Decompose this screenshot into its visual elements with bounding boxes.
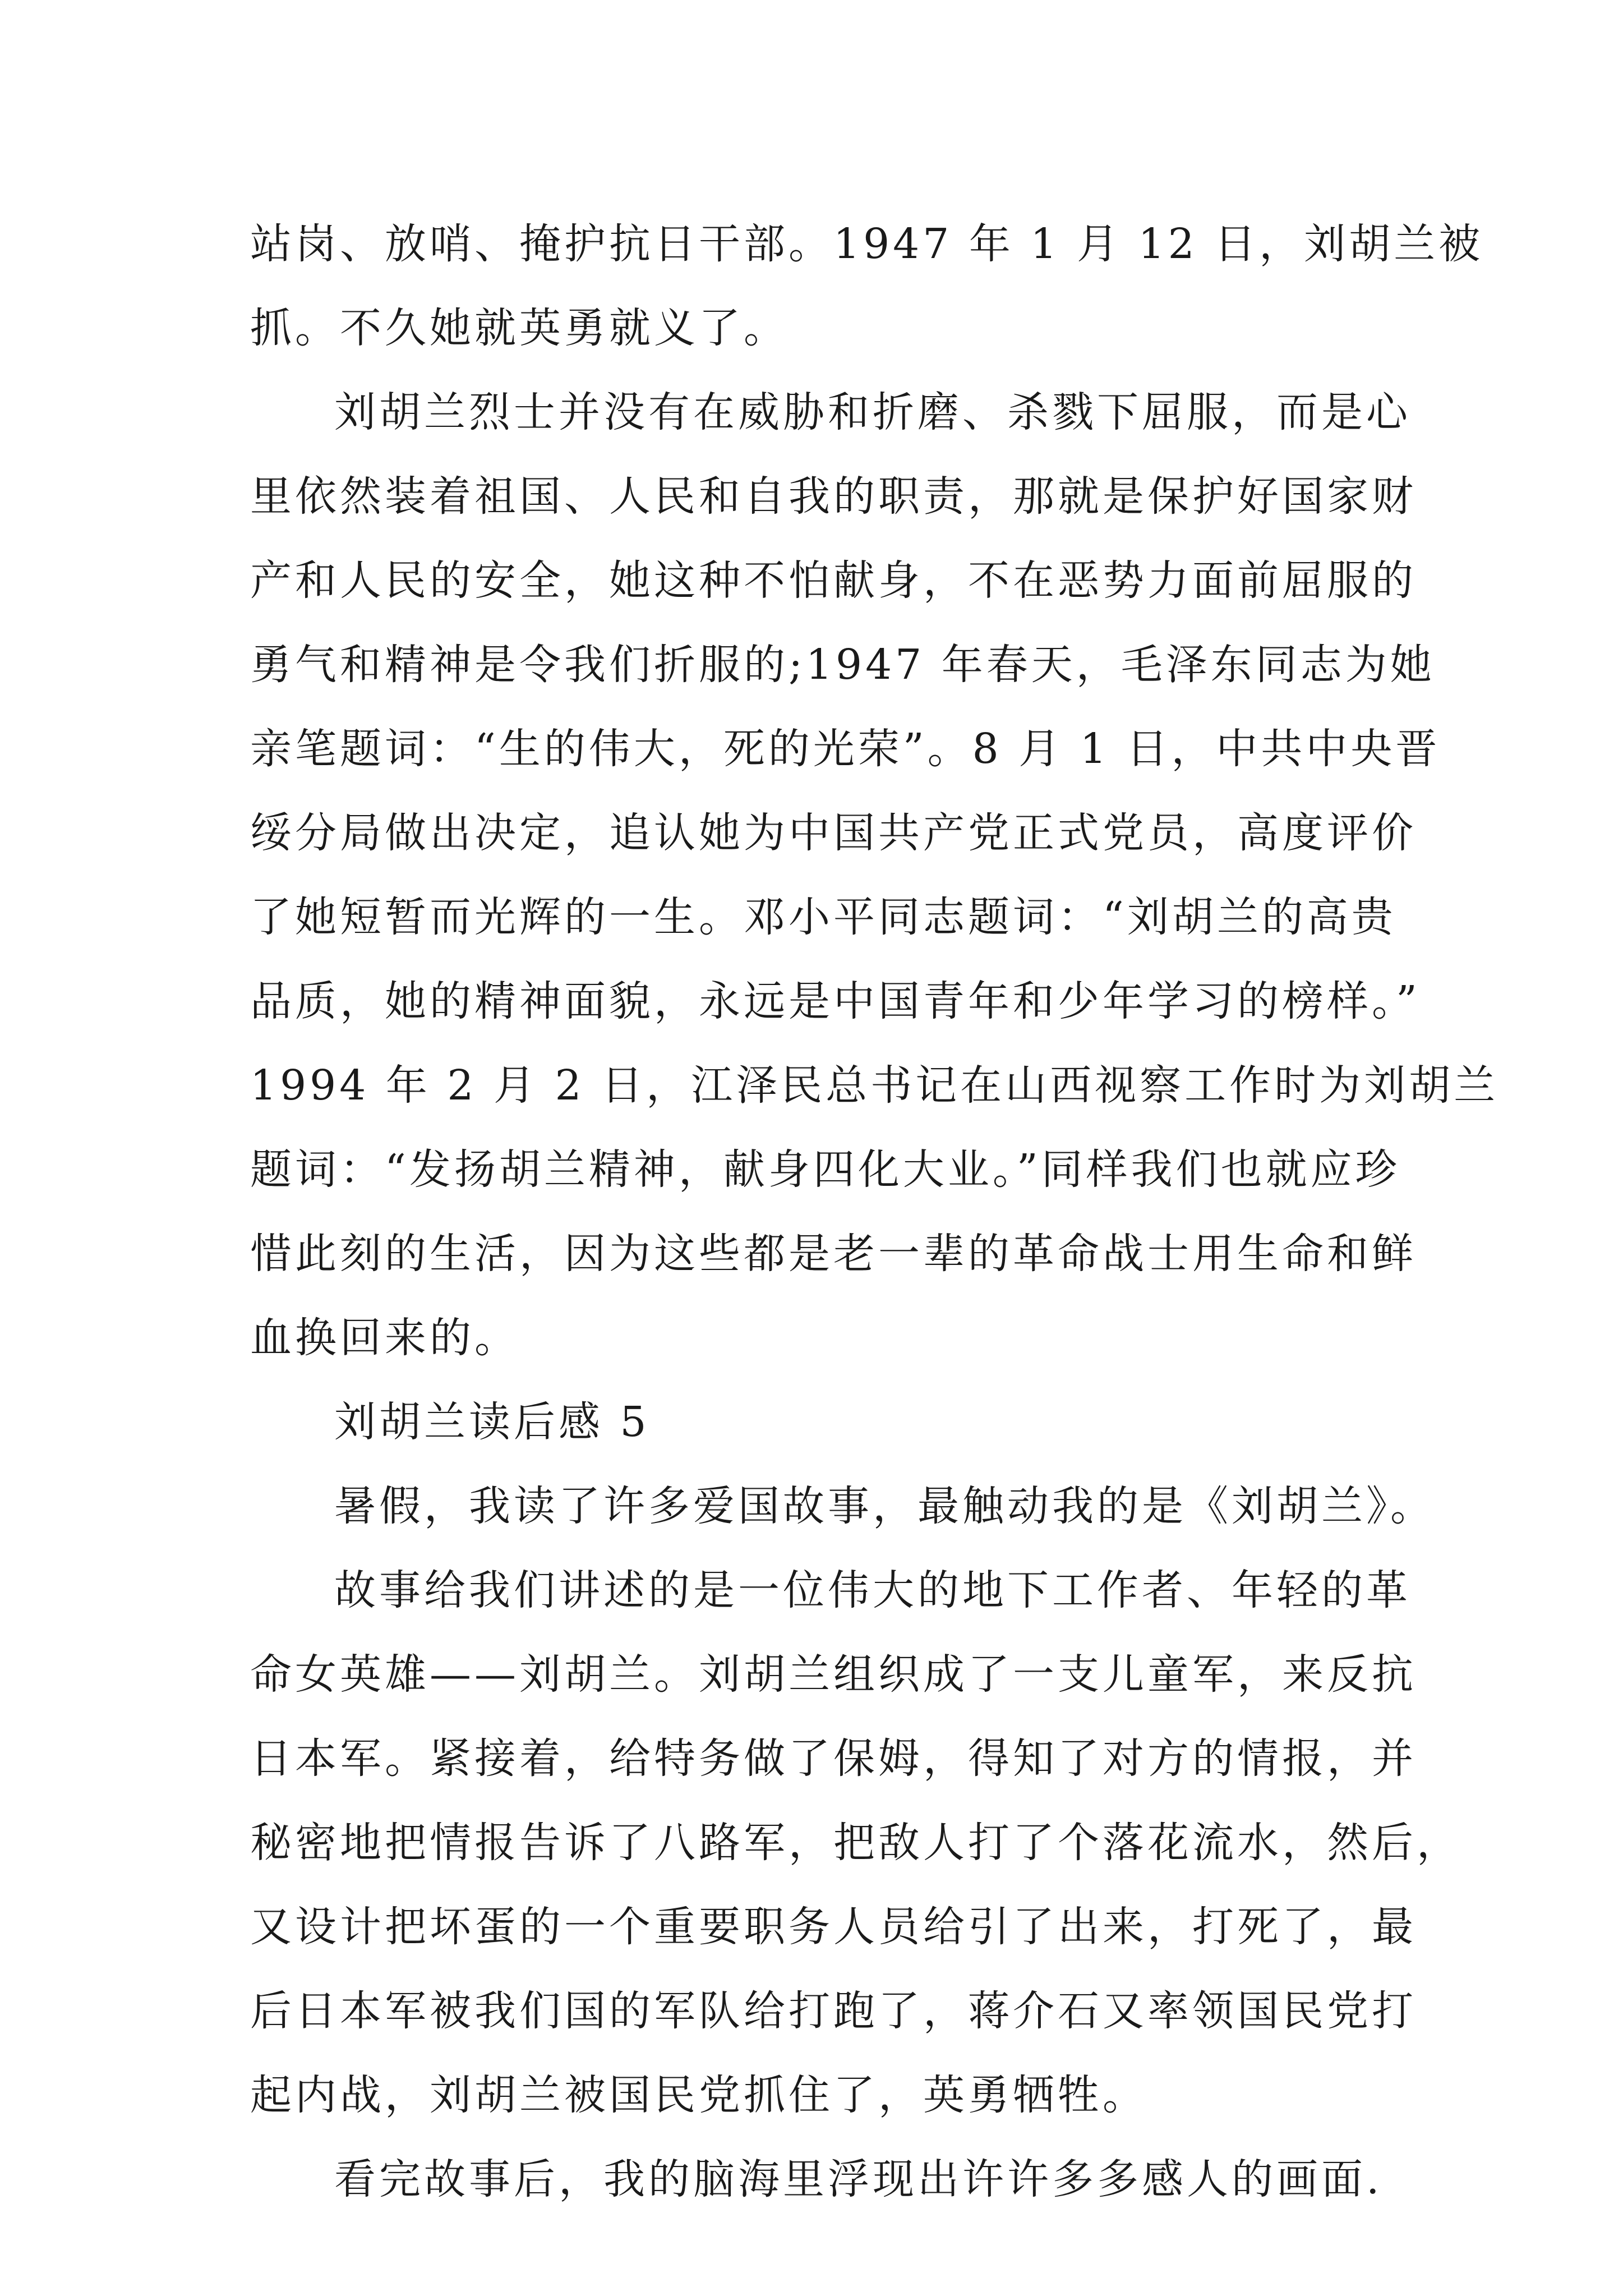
text-line: 刘胡兰烈士并没有在威胁和折磨、杀戮下屈服，而是心 xyxy=(334,388,1411,436)
text-line: 里依然装着祖国、人民和自我的职责，那就是保护好国家财 xyxy=(250,472,1417,521)
text-line: 品质，她的精神面貌，永远是中国青年和少年学习的榜样。” xyxy=(250,977,1421,1025)
text-line: 命女英雄——刘胡兰。刘胡兰组织成了一支儿童军，来反抗 xyxy=(250,1650,1417,1699)
text-line: 1994 年 2 月 2 日，江泽民总书记在山西视察工作时为刘胡兰 xyxy=(250,1061,1499,1110)
body-text xyxy=(250,202,1499,2221)
text-line: 日本军。紧接着，给特务做了保姆，得知了对方的情报，并 xyxy=(250,1734,1417,1783)
text-line: 看完故事后，我的脑海里浮现出许许多多感人的画面. xyxy=(334,2155,1383,2203)
text-line: 血换回来的。 xyxy=(250,1314,519,1362)
text-line: 故事给我们讲述的是一位伟大的地下工作者、年轻的革 xyxy=(334,1566,1411,1614)
text-line: 惜此刻的生活，因为这些都是老一辈的革命战士用生命和鲜 xyxy=(250,1230,1417,1278)
text-line: 秘密地把情报告诉了八路军，把敌人打了个落花流水，然后， xyxy=(250,1819,1461,1867)
text-line: 亲笔题词：“生的伟大，死的光荣”。8 月 1 日，中共中央晋 xyxy=(250,725,1441,773)
text-line: 起内战，刘胡兰被国民党抓住了，英勇牺牲。 xyxy=(250,2071,1147,2119)
text-line: 勇气和精神是令我们折服的;1947 年春天，毛泽东同志为她 xyxy=(250,641,1435,689)
text-line: 题词：“发扬胡兰精神，献身四化大业。”同样我们也就应珍 xyxy=(250,1145,1400,1194)
text-line: 绥分局做出决定，追认她为中国共产党正式党员，高度评价 xyxy=(250,809,1417,857)
section-heading: 刘胡兰读后感 5 xyxy=(334,1398,650,1446)
text-line: 又设计把坏蛋的一个重要职务人员给引了出来，打死了，最 xyxy=(250,1903,1417,1951)
text-line: 产和人民的安全，她这种不怕献身，不在恶势力面前屈服的 xyxy=(250,556,1417,605)
text-line: 了她短暂而光辉的一生。邓小平同志题词：“刘胡兰的高贵 xyxy=(250,893,1396,941)
text-line: 站岗、放哨、掩护抗日干部。1947 年 1 月 12 日，刘胡兰被 xyxy=(250,220,1484,268)
text-line: 后日本军被我们国的军队给打跑了，蒋介石又率领国民党打 xyxy=(250,1987,1417,2035)
text-line: 抓。不久她就英勇就义了。 xyxy=(250,304,789,352)
text-line: 暑假，我读了许多爱国故事，最触动我的是《刘胡兰》。 xyxy=(334,1482,1435,1530)
